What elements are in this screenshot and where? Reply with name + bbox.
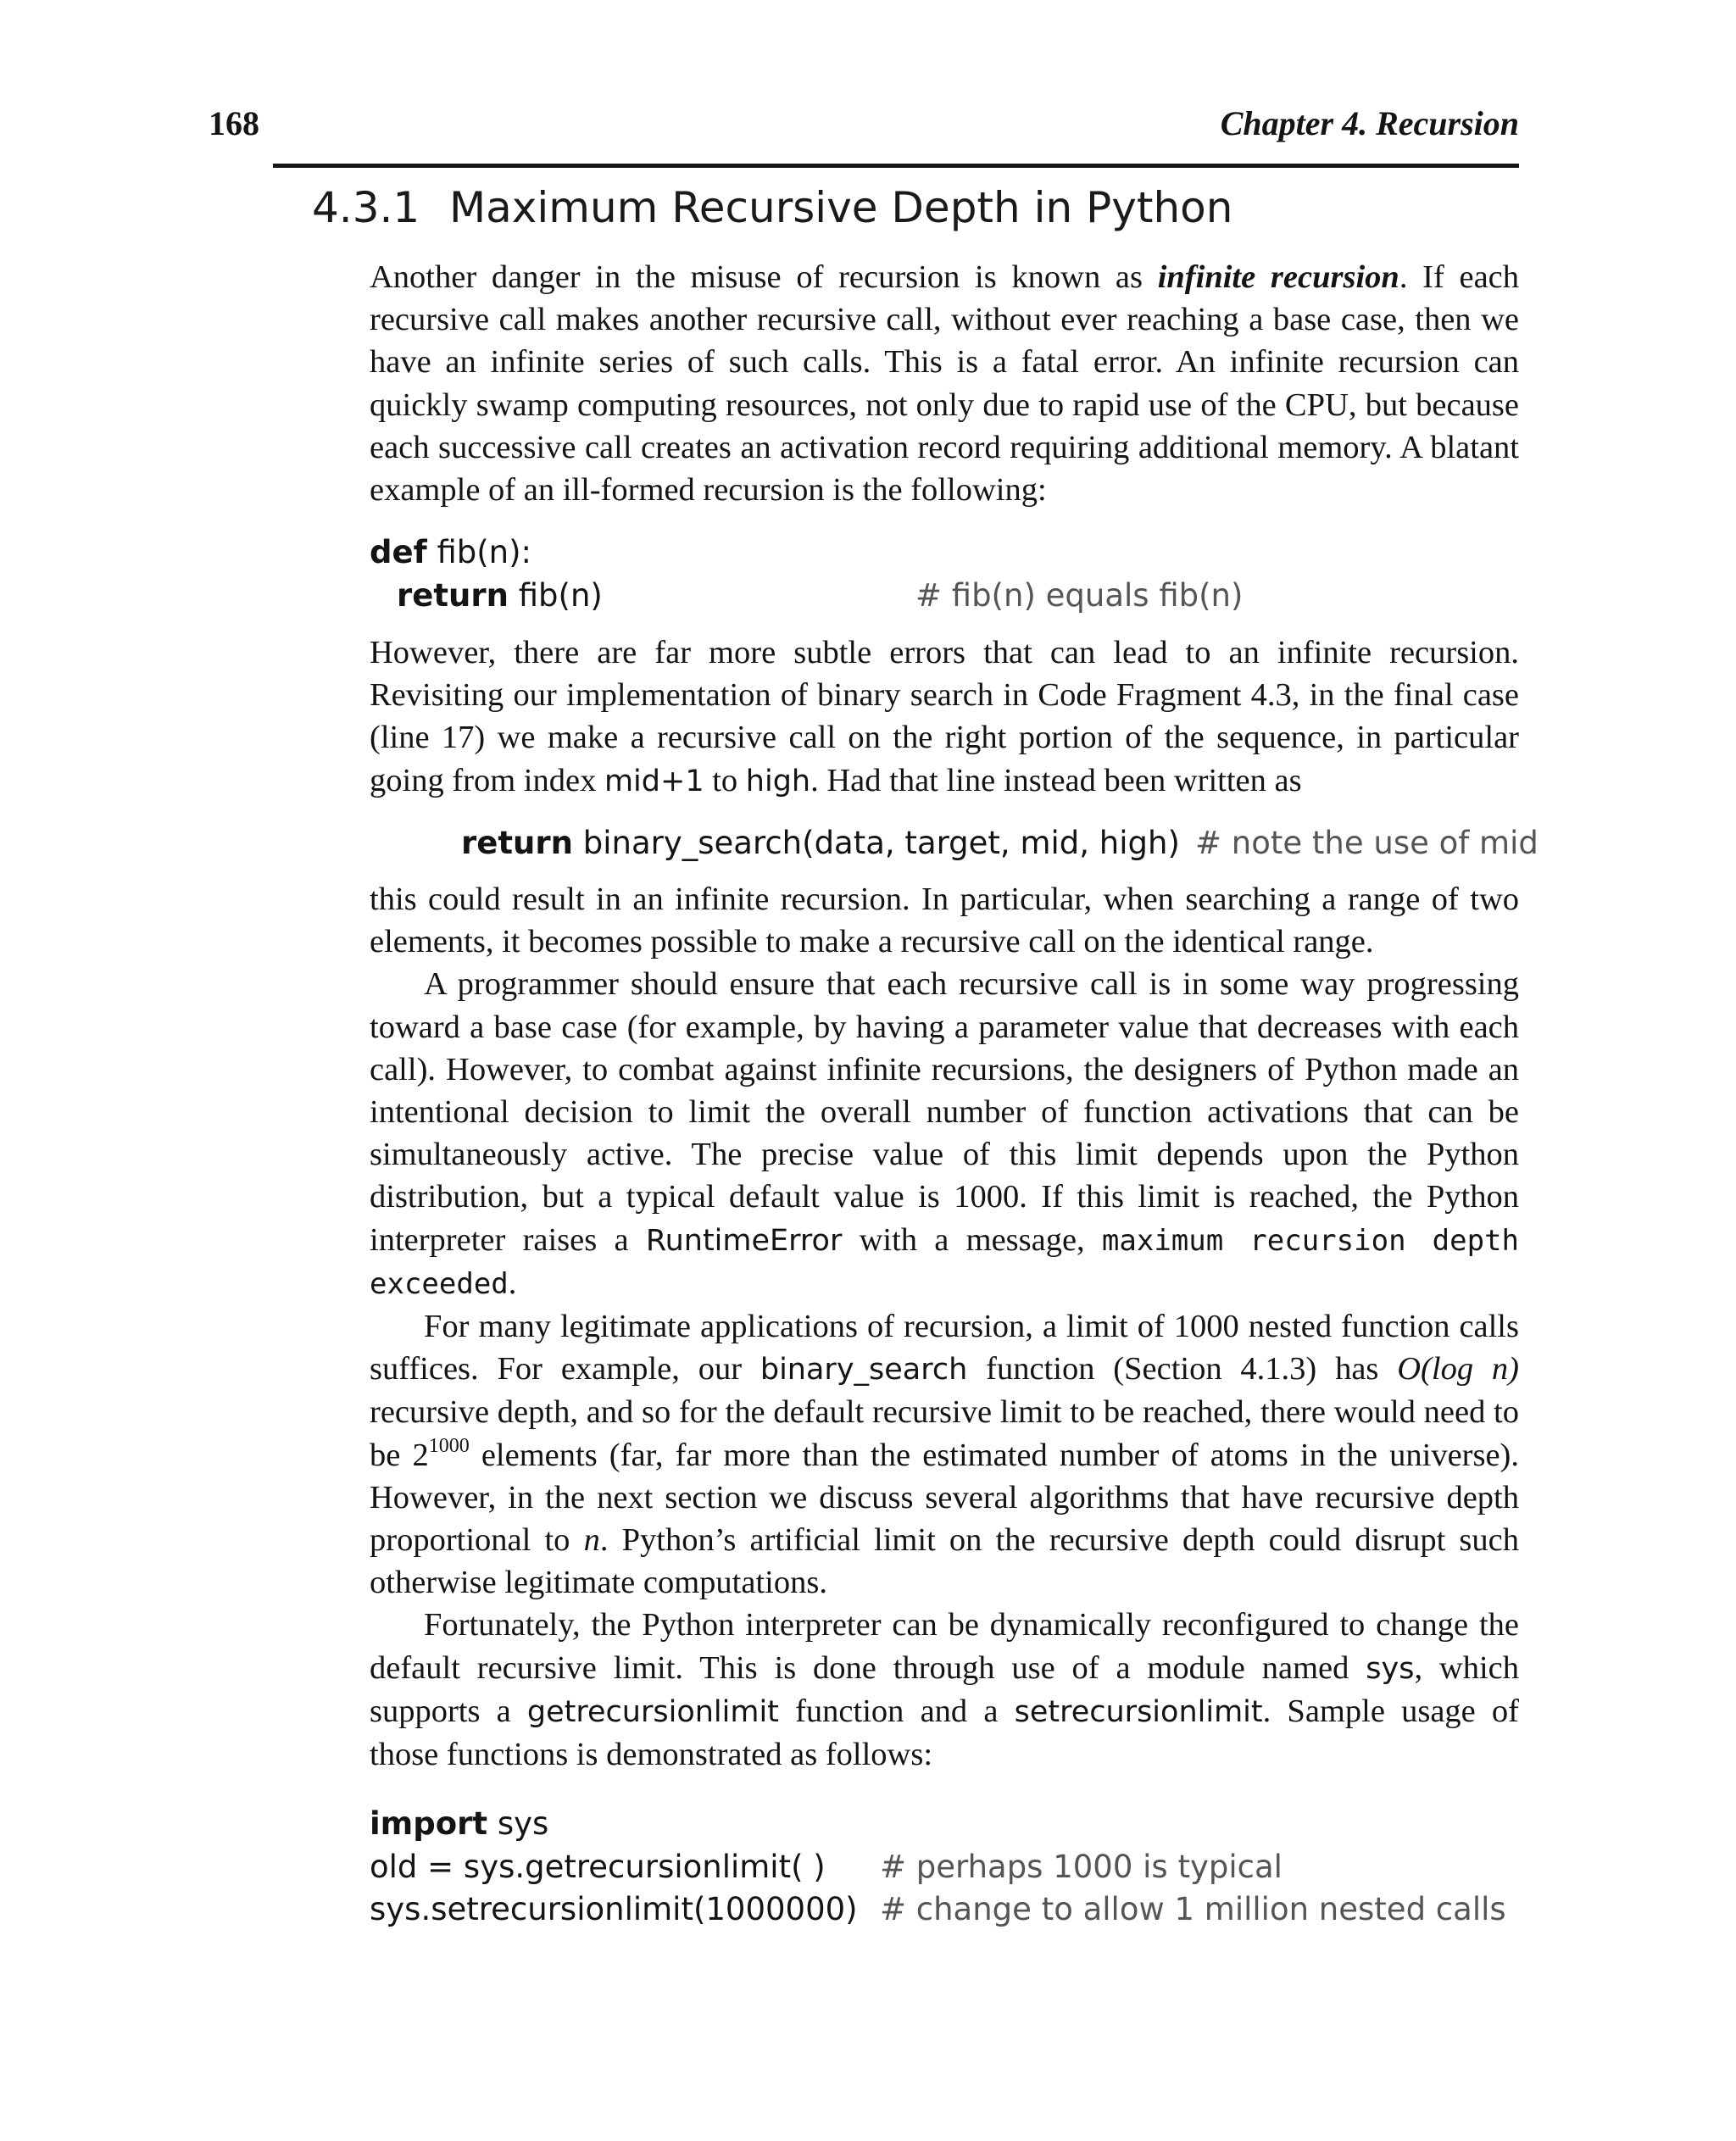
text-run: to [704, 762, 746, 798]
code-text: fib(n): [426, 534, 532, 570]
code-text: binary_search(data, target, mid, high) [572, 825, 1180, 861]
inline-code: setrecursionlimit [1014, 1694, 1263, 1729]
code-comment: # perhaps 1000 is typical [880, 1848, 1283, 1885]
text-run: . [508, 1265, 517, 1301]
code-line [370, 1803, 858, 1846]
code-text: sys [487, 1805, 549, 1842]
section-heading [312, 178, 1232, 237]
inline-code: mid+1 [604, 764, 704, 798]
paragraph [370, 1604, 1519, 1776]
code-line [370, 1888, 1506, 1932]
paragraph-infinite-recursion-intro [370, 256, 1519, 511]
paragraph: this could result in an infinite recursion. In particular, when searching a range of two elements, it becomes possible to make a recursive call on the identical range. [370, 881, 1519, 960]
code-text: sys.setrecursionlimit(1000000) [370, 1891, 858, 1927]
math-variable: n [583, 1522, 600, 1559]
code-line [461, 822, 1538, 865]
error-message: maximum recursion depth exceeded [370, 1223, 1519, 1301]
paragraph [370, 631, 1519, 803]
code-block-sys-limit [370, 1803, 1506, 1932]
text-run: function (Section 4.1.3) has [967, 1351, 1398, 1387]
text-run: . If each recursive call makes another recursive call, without ever reaching a base case, then we have an infinite series of such calls. This is a fatal error. An infinite recursion can quickly swamp computing resources, not only due to rapid use of the CPU, but because each successive call creates an activation record requiring additional memory. A blatant example of an ill-formed recursion is the following: [370, 259, 1520, 509]
text-run: A programmer should ensure that each recursive call is in some way progressing toward a base case (for example, by having a parameter value that decreases with each call). However, to combat against infinite recursions, the designers of Python made an intentional decision to limit the overall number of function activations that can be simultaneously active. The precise value of this limit depends upon the Python distribution, but a typical default value is 1000. If this limit is reached, the Python interpreter raises a [370, 966, 1519, 1258]
text-run: , which supports a [370, 1649, 1520, 1729]
inline-code: binary_search [760, 1353, 968, 1387]
key-term: infinite recursion [1157, 259, 1399, 295]
text-run: Another danger in the misuse of recursion is known as [370, 259, 1158, 295]
section-title: Maximum Recursive Depth in Python [449, 183, 1233, 232]
code-keyword: return [397, 576, 509, 614]
code-keyword: import [370, 1805, 488, 1842]
math-expression: O(log n) [1397, 1351, 1519, 1387]
inline-code: high [745, 764, 811, 798]
code-block-fib [370, 531, 1244, 617]
code-text: old = sys.getrecursionlimit( ) [370, 1848, 826, 1885]
running-header [209, 98, 1519, 149]
text-run: . Had that line instead been written as [810, 762, 1302, 798]
text-run: . Sample usage of those functions is demonstrated as follows: [370, 1693, 1519, 1773]
paragraph [370, 1305, 1519, 1604]
code-line [370, 575, 1244, 618]
code-block-binary-search [461, 822, 1538, 865]
code-line [370, 531, 603, 575]
header-rule [273, 164, 1519, 168]
text-run: Fortunately, the Python interpreter can be dynamically reconfigured to change the default recursive limit. This is done through use of a module named [370, 1607, 1519, 1686]
text-run: elements (far, far more than the estimated number of atoms in the universe). However, in the next section we discuss several algorithms that have recursive depth proportional to [370, 1437, 1519, 1559]
inline-code: sys [1366, 1651, 1415, 1686]
chapter-title: Chapter 4. Recursion [1220, 104, 1519, 142]
code-comment: # note the use of mid [1195, 825, 1538, 861]
section-number: 4.3.1 [312, 183, 420, 232]
code-keyword: def [370, 534, 427, 570]
paragraph-subtle-errors [370, 631, 1519, 803]
code-comment: # change to allow 1 million nested calls [880, 1891, 1506, 1927]
code-text: fib(n) [508, 576, 603, 614]
paragraph-group-recursion-limit [370, 878, 1519, 1776]
text-run: However, there are far more subtle errors that can lead to an infinite recursion. Revisiting our implementation of binary search in Code Fragment 4.3, in the final case (line 17) we make a recursive call on the right portion of the sequence, in particular going from index [370, 635, 1519, 798]
page-number: 168 [209, 104, 259, 142]
text-run: . Python’s artificial limit on the recursive depth could disrupt such otherwise legitimate computations. [370, 1522, 1519, 1601]
code-line [370, 1846, 1283, 1889]
code-comment: # fib(n) equals fib(n) [915, 576, 1244, 614]
paragraph [370, 256, 1519, 511]
inline-code: getrecursionlimit [526, 1694, 779, 1729]
text-run: recursive depth, and so for the default recursive limit to be reached, there would need to be 2 [370, 1394, 1519, 1473]
math-exponent: 1000 [428, 1434, 470, 1457]
text-run: For many legitimate applications of recursion, a limit of 1000 nested function calls suffices. For example, our [370, 1309, 1519, 1387]
text-run: function and a [778, 1693, 1015, 1729]
code-keyword: return [461, 825, 573, 861]
inline-code: RuntimeError [645, 1223, 843, 1258]
paragraph [370, 963, 1519, 1305]
text-run: with a message, [842, 1221, 1102, 1258]
